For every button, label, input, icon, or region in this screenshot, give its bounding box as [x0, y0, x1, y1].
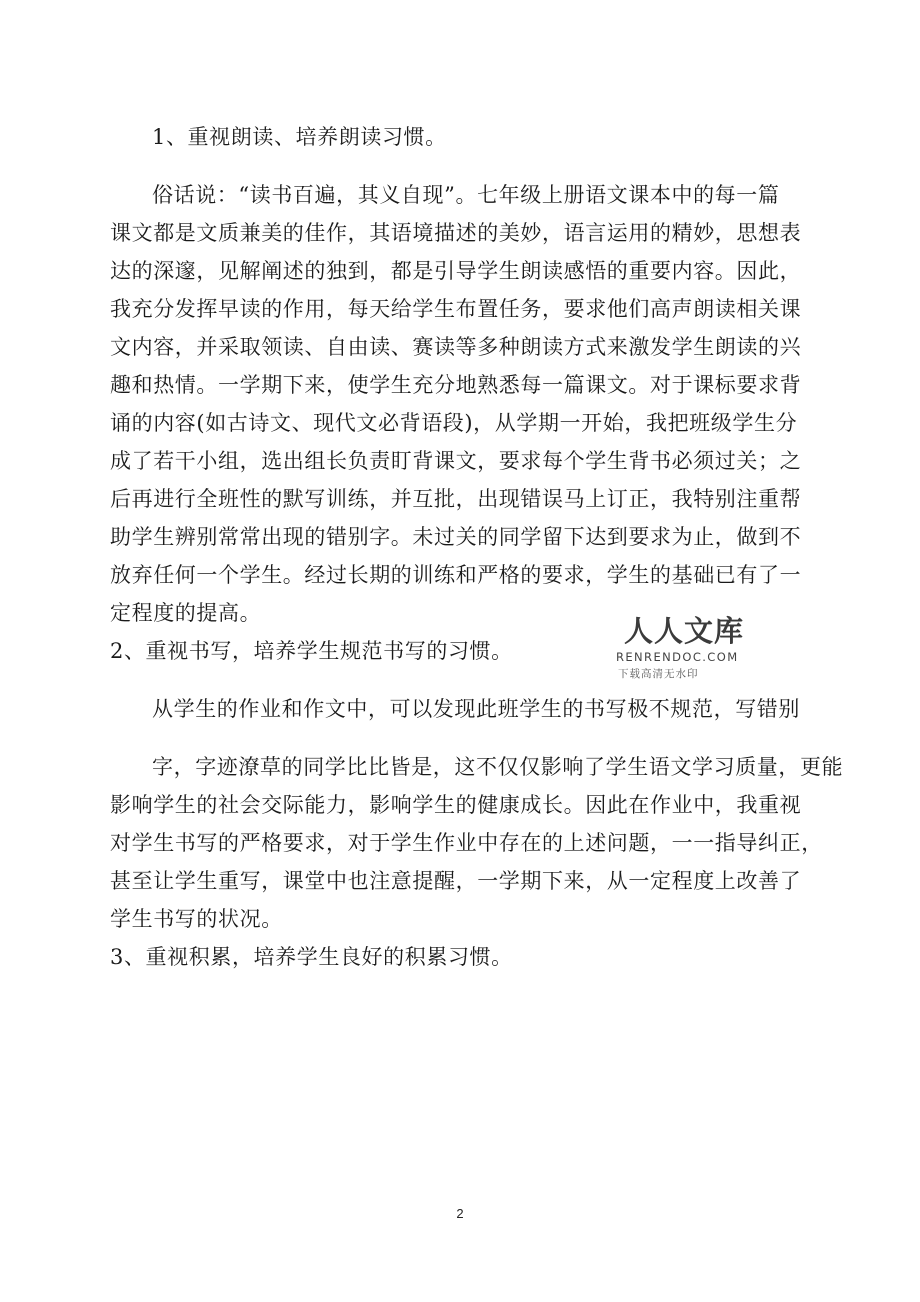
- paragraph-line: 趣和热情。一学期下来，使学生充分地熟悉每一篇课文。对于课标要求背: [110, 373, 802, 397]
- page-number: 2: [456, 1206, 464, 1221]
- heading-1: 1、重视朗读、培养朗读习惯。: [152, 125, 447, 149]
- paragraph-line: 课文都是文质兼美的佳作，其语境描述的美妙，语言运用的精妙，思想表: [110, 221, 802, 245]
- paragraph-line: 成了若干小组，选出组长负责盯背课文，要求每个学生背书必须过关；之: [110, 449, 802, 473]
- heading-2: 从学生的作业和作文中，可以发现此班学生的书写极不规范，写错别: [152, 697, 800, 721]
- paragraph-line: 放弃任何一个学生。经过长期的训练和严格的要求，学生的基础已有了一: [110, 563, 802, 587]
- watermark-title: 人人文库: [624, 614, 745, 648]
- paragraph-line: 影响学生的社会交际能力，影响学生的健康成长。因此在作业中，我重视: [110, 793, 802, 817]
- paragraph-line: 俗话说：“读书百遍，其义自现”。七年级上册语文课本中的每一篇: [152, 183, 780, 207]
- paragraph-line: 后再进行全班性的默写训练，并互批，出现错误马上订正，我特别注重帮: [110, 487, 802, 511]
- paragraph-line: 2、重视书写，培养学生规范书写的习惯。: [110, 639, 513, 663]
- paragraph-line: 字，字迹潦草的同学比比皆是，这不仅仅影响了学生语文学习质量，更能: [152, 755, 844, 779]
- watermark-slogan: 下载高清无水印: [618, 668, 699, 680]
- paragraph-line: 学生书写的状况。: [110, 907, 283, 931]
- paragraph-line: 助学生辨别常常出现的错别字。未过关的同学留下达到要求为止，做到不: [110, 525, 802, 549]
- watermark-url: RENRENDOC.COM: [616, 650, 739, 664]
- paragraph-line: 文内容，并采取领读、自由读、赛读等多种朗读方式来激发学生朗读的兴: [110, 335, 802, 359]
- paragraph-line: 3、重视积累，培养学生良好的积累习惯。: [110, 945, 513, 969]
- paragraph-line: 达的深邃，见解阐述的独到，都是引导学生朗读感悟的重要内容。因此，: [110, 259, 802, 283]
- paragraph-line: 甚至让学生重写，课堂中也注意提醒，一学期下来，从一定程度上改善了: [110, 869, 802, 893]
- paragraph-line: 定程度的提高。: [110, 601, 262, 625]
- watermark-logo: [600, 614, 800, 690]
- paragraph-line: 诵的内容(如古诗文、现代文必背语段)，从学期一开始，我把班级学生分: [110, 411, 798, 435]
- paragraph-line: 对学生书写的严格要求，对于学生作业中存在的上述问题，一一指导纠正，: [110, 831, 823, 855]
- paragraph-line: 我充分发挥早读的作用，每天给学生布置任务，要求他们高声朗读相关课: [110, 297, 802, 321]
